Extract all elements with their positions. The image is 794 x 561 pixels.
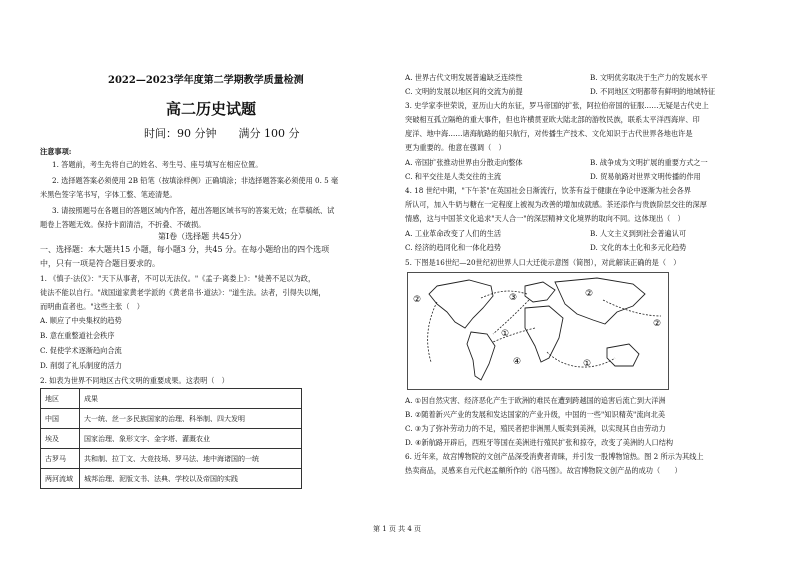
- notice-item: 3. 请按照题号在各题目的答题区域内作答，超出答题区域书写的答案无效；在草稿纸、试: [52, 206, 335, 215]
- notice-item: 2. 选择题答案必须使用 2B 铅笔（按填涂样例）正确填涂；非选择题答案必须使用 0. 5 毫: [52, 176, 339, 185]
- map-marker: ①: [501, 329, 510, 339]
- section-intro: 一、选择题：本大题共15 小题，每小题3 分，共45 分。在每小题给出的四个选项: [40, 245, 330, 254]
- q4-option-d[interactable]: D. 文化的本土化和多元化趋势: [590, 243, 687, 252]
- q5-option-a[interactable]: A. ①因自然灾害、经济恶化产生于欧洲的难民在遭到跨越国的追害后流亡到大洋洲: [405, 396, 666, 405]
- notice-item: 1. 答题前，考生先将自己的姓名、考生号、座号填写在相应位置。: [52, 160, 263, 169]
- table-cell: 大一统、丝一多民族国家的治理、科举制、四大发明: [80, 409, 302, 429]
- map-marker: ④: [513, 357, 522, 367]
- q5-option-d[interactable]: D. ④新航路开辟后，西班牙等国在美洲进行殖民扩张和掠夺，改变了美洲的人口结构: [405, 438, 674, 447]
- q1-option-c[interactable]: C. 促使学术逐渐趋向合流: [40, 346, 122, 355]
- q3-stem: 突破相互孤立隔绝的重大事件，但也许横贯亚欧大陆北部的游牧民族，联系太平洋西海岸、印: [405, 115, 700, 124]
- q2-option-c[interactable]: C. 文明的发展以地区间的交流为前提: [405, 87, 523, 96]
- world-migration-map: [407, 272, 669, 390]
- q6-stem: 热卖商品，灵感来自元代赵孟頫所作的《浴马图》。故宫博物院文创产品的成功（ ）: [405, 466, 682, 475]
- map-marker: ②: [653, 319, 662, 329]
- map-marker: ②: [413, 295, 422, 305]
- q1-stem: 1. 《慎子·法仪》："天下从事者，不可以无法仪。"《孟子·离娄上》："徒善不足以为政，: [40, 274, 316, 283]
- q3-option-a[interactable]: A. 帝国扩张推动世界由分散走向整体: [405, 158, 523, 167]
- table-cell: 两河流域: [41, 469, 80, 489]
- q4-option-c[interactable]: C. 经济的趋同化和一体化趋势: [405, 243, 502, 252]
- q3-stem: 更为重要的。他意在强调（ ）: [405, 143, 506, 152]
- subject-title: 高二历史试题: [166, 100, 257, 118]
- q4-option-a[interactable]: A. 工业革命改变了人们的生活: [405, 229, 502, 238]
- map-marker: ③: [509, 293, 518, 303]
- q2-table: [40, 388, 302, 489]
- section-intro: 中，只有一项是符合题目要求的。: [40, 259, 160, 268]
- table-cell: 城邦治理、泥版文书、法典、学校以及帝国的实践: [80, 469, 302, 489]
- map-marker: ②: [585, 289, 594, 299]
- q3-option-c[interactable]: C. 和平交往是人类交往的主流: [405, 172, 502, 181]
- table-row: [41, 429, 302, 449]
- q4-stem: 所认可，加入牛奶与糖在一定程度上被视为改善的增加成就感。茶还添作与贵族阶层交往的深厚: [405, 200, 707, 209]
- notice-item: 米黑色签字笔书写，字体工整、笔迹清楚。: [40, 190, 177, 199]
- q2-option-b[interactable]: B. 文明优劣取决于生产力的发展水平: [590, 73, 708, 82]
- section-title: 第Ⅰ卷（选择题 共45分）: [158, 232, 246, 241]
- q2-option-d[interactable]: D. 不同地区文明都带有鲜明的地域特征: [590, 87, 716, 96]
- q2-option-a[interactable]: A. 世界古代文明发展普遍缺乏连续性: [405, 73, 523, 82]
- q2-stem: 2. 如表为世界不同地区古代文明的重要成果。这表明（ ）: [40, 376, 229, 385]
- q4-stem: 情感，这与中国茶文化追求"天人合一"的深层精神文化境界的取向不同。这体现出（ ）: [405, 214, 685, 223]
- table-row: [41, 469, 302, 489]
- q1-stem: 徒法不能以自行。"战国道家黄老学派的《黄老帛书·道法》："道生法。法者，引得失以绳，: [40, 288, 326, 297]
- q3-stem: 3. 史学家李世荣说，亚历山大的东征，罗马帝国的扩张，阿拉伯帝国的征服……无疑是古代史上: [405, 101, 709, 110]
- table-row: [41, 449, 302, 469]
- table-header: 成果: [80, 389, 302, 409]
- time-score: 时间：90 分钟 满分 100 分: [144, 127, 300, 140]
- table-cell: 古罗马: [41, 449, 80, 469]
- q3-option-b[interactable]: B. 战争成为文明扩展的重要方式之一: [590, 158, 708, 167]
- map-marker: ①: [583, 359, 592, 369]
- table-cell: 国家治理、象形文字、金字塔、灌溉农业: [80, 429, 302, 449]
- table-header-row: [41, 389, 302, 409]
- map-frame: [408, 273, 669, 390]
- q1-option-b[interactable]: B. 意在重整道社会秩序: [40, 331, 115, 340]
- q4-stem: 4. 18 世纪中期，"下午茶"在英国社会日渐流行，饮茶有益于健康在争论中逐渐为社会各界: [405, 186, 691, 195]
- notices-heading: 注意事项:: [40, 147, 72, 156]
- q5-option-b[interactable]: B. ②随着新兴产业的发展和发达国家的产业升级，中国的一些"知识精英"流向北美: [405, 410, 666, 419]
- table-header: 地区: [41, 389, 80, 409]
- q5-option-c[interactable]: C. ③为了弥补劳动力的不足，殖民者把非洲黑人贩卖到美洲，以实现其自由劳动力: [405, 424, 666, 433]
- q3-stem: 度洋、地中海……诸海航路的船只航行，对传播生产技术、文化知识于古代世界各地也许是: [405, 129, 693, 138]
- page-footer: 第 1 页 共 4 页: [372, 525, 422, 533]
- q4-option-b[interactable]: B. 人文主义到到社会普遍认可: [590, 229, 687, 238]
- q1-stem: 而明曲直者也。"这些主张（ ）: [40, 302, 144, 311]
- table-row: [41, 409, 302, 429]
- q1-option-a[interactable]: A. 顺应了中央集权的趋势: [40, 316, 122, 325]
- exam-year-title: 2022—2023学年度第二学期教学质量检测: [108, 75, 304, 86]
- q6-stem: 6. 近年来，故宫博物院的文创产品深受消费者青睐，并引发一股博物馆热。图 2 所示为其线上: [405, 452, 704, 461]
- q5-stem: 5. 下图是16世纪—20世纪初世界人口大迁徙示意图（简图），对此解读正确的是（ ）: [405, 258, 681, 267]
- notice-item: 题卷上答题无效。保持卡面清洁，不折叠、不破损。: [40, 220, 206, 229]
- table-cell: 埃及: [41, 429, 80, 449]
- table-cell: 共和制、拉丁文、大竞技场、罗马法、地中海诸国的一统: [80, 449, 302, 469]
- table-cell: 中国: [41, 409, 80, 429]
- q3-option-d[interactable]: D. 贸易航路对世界文明传播的作用: [590, 172, 701, 181]
- q1-option-d[interactable]: D. 削弱了礼乐制度的活力: [40, 361, 122, 370]
